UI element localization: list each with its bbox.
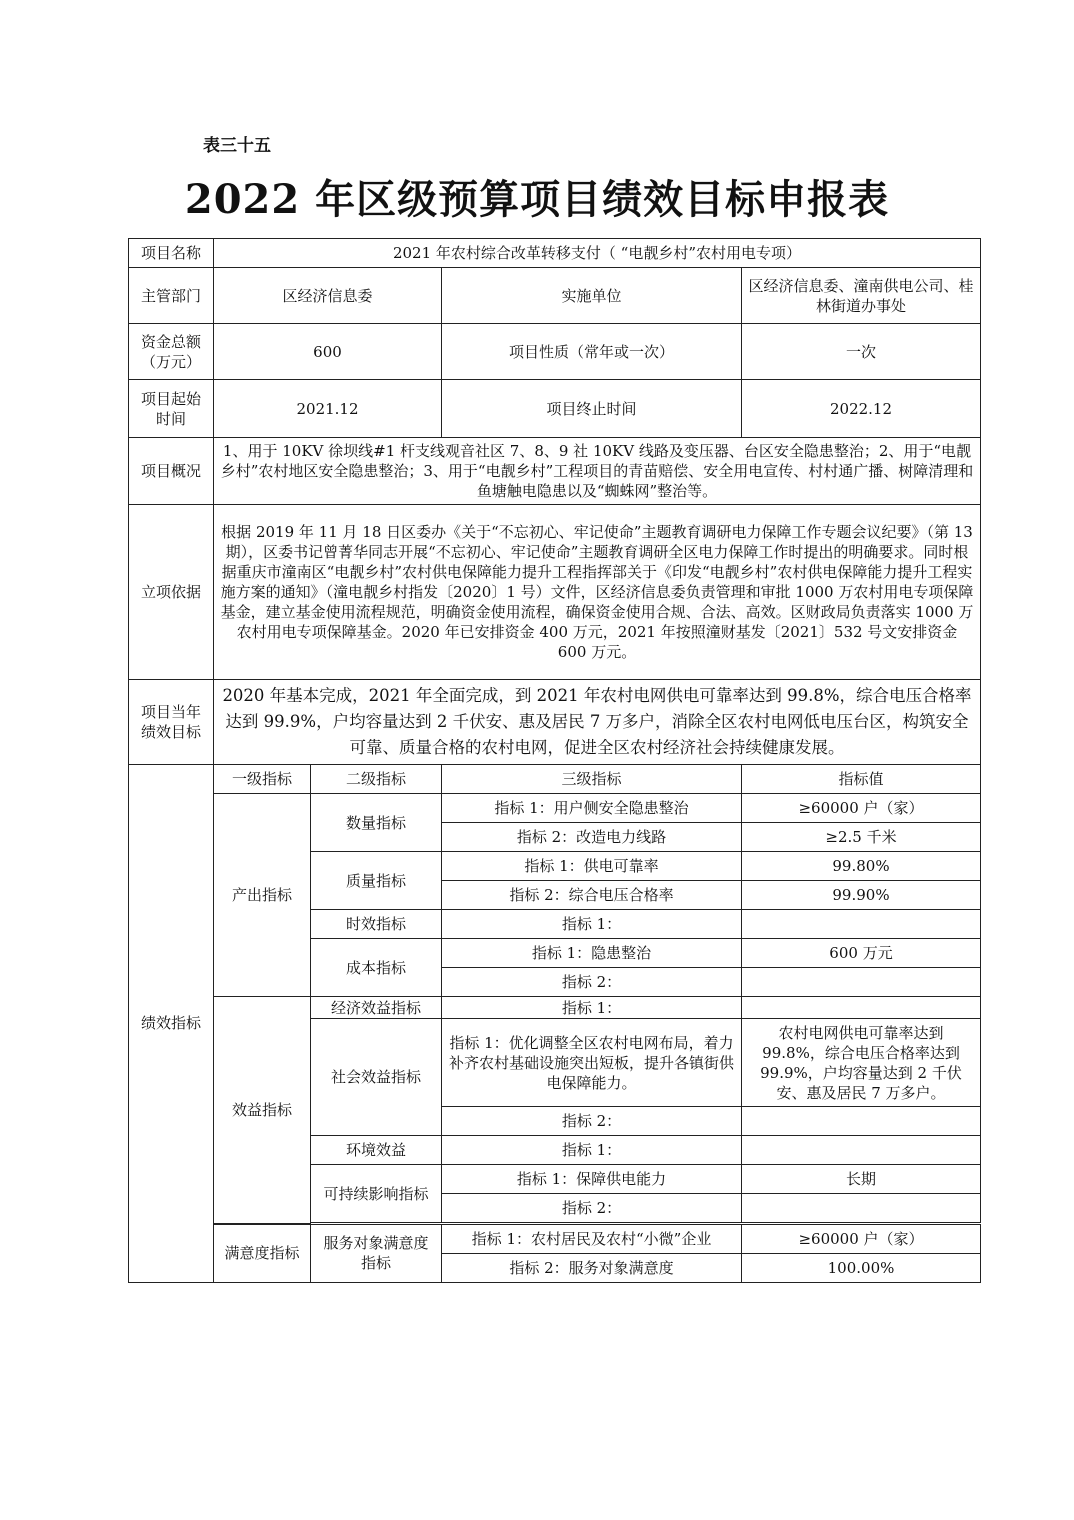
indicator-row: 指标 2： xyxy=(442,1194,742,1223)
header-level2: 二级指标 xyxy=(311,765,442,794)
start-time-label: 项目起始时间 xyxy=(129,380,214,438)
cost-indicator: 成本指标 xyxy=(311,939,442,997)
social-benefit-indicator: 社会效益指标 xyxy=(311,1019,442,1136)
indicator-value: 农村电网供电可靠率达到 99.8%，综合电压合格率达到 99.9%，户均容量达到 2 千伏安、惠及居民 7 万多户。 xyxy=(742,1019,981,1107)
indicator-row: 指标 1：用户侧安全隐患整治 xyxy=(442,794,742,823)
fund-total-label: 资金总额（万元） xyxy=(129,324,214,380)
indicator-row: 指标 2： xyxy=(442,968,742,997)
end-time-label: 项目终止时间 xyxy=(442,380,742,438)
service-satisfaction-indicator: 服务对象满意度指标 xyxy=(311,1224,442,1282)
indicator-value: 99.80% xyxy=(742,852,981,881)
project-nature-label: 项目性质（常年或一次） xyxy=(442,324,742,380)
environment-benefit-indicator: 环境效益 xyxy=(311,1136,442,1165)
page-title: 2022 年区级预算项目绩效目标申报表 xyxy=(184,176,890,223)
overview-label: 项目概况 xyxy=(129,438,214,505)
indicator-value: ≥60000 户（家） xyxy=(742,1224,981,1253)
indicator-value: 99.90% xyxy=(742,881,981,910)
indicator-row: 指标 1：隐患整治 xyxy=(442,939,742,968)
benefit-indicator: 效益指标 xyxy=(214,997,311,1224)
quality-indicator: 质量指标 xyxy=(311,852,442,910)
timeliness-indicator: 时效指标 xyxy=(311,910,442,939)
indicator-row: 指标 1：供电可靠率 xyxy=(442,852,742,881)
indicator-row: 指标 1： xyxy=(442,910,742,939)
project-name-value: 2021 年农村综合改革转移支付（ “电靓乡村”农村用电专项） xyxy=(214,239,981,268)
overview-text: 1、用于 10KV 徐坝线#1 杆支线观音社区 7、8、9 社 10KV 线路及变压器、台区安全隐患整治；2、用于“电靓乡村”农村地区安全隐患整治；3、用于“电靓乡村”工程项目的青苗赔偿、安全用电宣传、村村通广播、树障清理和鱼塘触电隐患以及“蜘蛛网”整治等。 xyxy=(214,438,981,505)
project-nature-value: 一次 xyxy=(742,324,981,380)
indicator-value: 长期 xyxy=(742,1165,981,1194)
sustainability-indicator: 可持续影响指标 xyxy=(311,1165,442,1223)
performance-form-table xyxy=(128,238,981,1283)
indicator-row: 指标 2：服务对象满意度 xyxy=(442,1253,742,1282)
indicator-value: ≥60000 户（家） xyxy=(742,794,981,823)
indicator-value: ≥2.5 千米 xyxy=(742,823,981,852)
impl-unit-value: 区经济信息委、潼南供电公司、桂林街道办事处 xyxy=(742,268,981,324)
project-name-label: 项目名称 xyxy=(129,239,214,268)
basis-text: 根据 2019 年 11 月 18 日区委办《关于“不忘初心、牢记使命”主题教育调研电力保障工作专题会议纪要》（第 13 期），区委书记曾菁华同志开展“不忘初心、牢记使命”主题教育调研全区电力保障工作时提出的明确要求。同时根据重庆市潼南区“电靓乡村”农村供电保障能力提升工程指挥部关于《印发“电靓乡村”农村供电保障能力提升工程实施方案的通知》（潼电靓乡村指发〔2020〕1 号）文件，区经济信息委负责管理和审批 1000 万农村用电专项保障基金，建立基金使用流程规范，明确资金使用流程，确保资金使用合规、合法、高效。区财政局负责落实 1000 万农村用电专项保障基金。2020 年已安排资金 400 万元，2021 年按照潼财基发〔2021〕532 号文安排资金 600 万元。 xyxy=(214,505,981,680)
header-value: 指标值 xyxy=(742,765,981,794)
indicator-row: 指标 2：综合电压合格率 xyxy=(442,881,742,910)
goal-label: 项目当年绩效目标 xyxy=(129,680,214,765)
quantity-indicator: 数量指标 xyxy=(311,794,442,852)
start-time-value: 2021.12 xyxy=(214,380,442,438)
indicator-value xyxy=(742,1136,981,1165)
fund-total-value: 600 xyxy=(214,324,442,380)
header-level3: 三级指标 xyxy=(442,765,742,794)
indicator-value xyxy=(742,997,981,1019)
indicator-value xyxy=(742,1107,981,1136)
basis-label: 立项依据 xyxy=(129,505,214,680)
end-time-value: 2022.12 xyxy=(742,380,981,438)
indicator-value xyxy=(742,910,981,939)
goal-text: 2020 年基本完成，2021 年全面完成，到 2021 年农村电网供电可靠率达到 99.8%，综合电压合格率达到 99.9%，户均容量达到 2 千伏安、惠及居民 7 万多户，消除全区农村电网低电压台区，构筑安全可靠、质量合格的农村电网，促进全区农村经济社会持续健康发展。 xyxy=(214,680,981,765)
indicator-row: 指标 1： xyxy=(442,997,742,1019)
indicator-value xyxy=(742,1194,981,1223)
satisfaction-indicator: 满意度指标 xyxy=(214,1224,311,1282)
indicator-row: 指标 1：优化调整全区农村电网布局，着力补齐农村基础设施突出短板，提升各镇街供电保障能力。 xyxy=(442,1019,742,1107)
indicator-row: 指标 2： xyxy=(442,1107,742,1136)
header-level1: 一级指标 xyxy=(214,765,311,794)
indicator-row: 指标 1：农村居民及农村“小微”企业 xyxy=(442,1224,742,1253)
impl-unit-label: 实施单位 xyxy=(442,268,742,324)
indicator-value: 600 万元 xyxy=(742,939,981,968)
indicator-row: 指标 1： xyxy=(442,1136,742,1165)
dept-label: 主管部门 xyxy=(129,268,214,324)
indicator-row: 指标 2：改造电力线路 xyxy=(442,823,742,852)
perf-indicator-label: 绩效指标 xyxy=(129,765,214,1283)
indicator-value xyxy=(742,968,981,997)
indicator-row: 指标 1：保障供电能力 xyxy=(442,1165,742,1194)
indicator-value: 100.00% xyxy=(742,1253,981,1282)
dept-value: 区经济信息委 xyxy=(214,268,442,324)
table-label: 表三十五 xyxy=(203,136,271,156)
output-indicator: 产出指标 xyxy=(214,794,311,997)
economic-benefit-indicator: 经济效益指标 xyxy=(311,997,442,1019)
